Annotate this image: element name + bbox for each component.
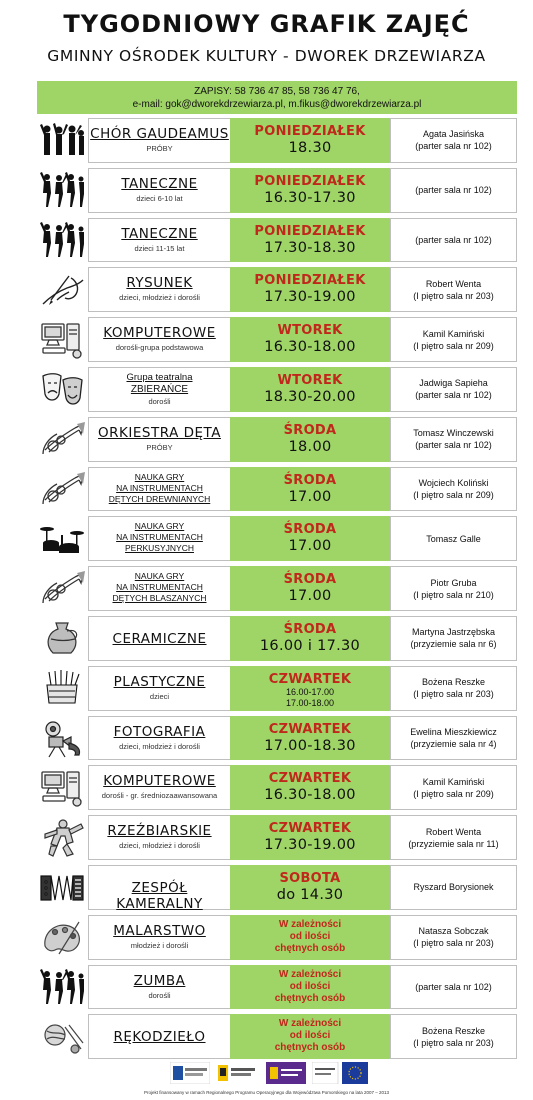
schedule-row	[37, 813, 517, 863]
schedule-note: chętnych osób	[274, 992, 346, 1004]
activity-icon-cell	[37, 616, 88, 661]
activity-name: PLASTYCZNE	[113, 673, 206, 690]
vase-icon	[39, 619, 85, 659]
activity-schedule-cell	[230, 267, 390, 312]
activity-group-type: Grupa teatralna	[126, 371, 193, 383]
activity-name-cell	[88, 865, 230, 910]
activity-name-cell	[88, 1014, 230, 1059]
activity-name-line: NAUKA GRY	[134, 571, 185, 582]
activity-name-line: NAUKA GRY	[134, 521, 185, 532]
instructor-cell	[390, 218, 517, 263]
activity-icon-cell	[37, 417, 88, 462]
schedule-row	[37, 664, 517, 714]
activity-name-line: DĘTYCH DREWNIANYCH	[108, 493, 211, 504]
time-slot: 18.30	[288, 140, 332, 156]
activity-icon-cell	[37, 367, 88, 412]
activity-icon-cell	[37, 1014, 88, 1059]
activity-audience: dzieci, młodzież i dorośli	[119, 741, 200, 751]
page-subtitle: GMINNY OŚRODEK KULTURY - DWOREK DRZEWIARZA	[47, 47, 486, 65]
activity-name-line: NA INSTRUMENTACH	[116, 582, 203, 593]
activity-schedule-cell	[230, 168, 390, 213]
activity-audience: dzieci 6-10 lat	[136, 193, 183, 203]
activity-schedule-cell	[230, 616, 390, 661]
activity-icon-cell	[37, 118, 88, 163]
choir-icon	[39, 121, 85, 161]
schedule-row	[37, 514, 517, 564]
instructor-name: Tomasz Galle	[426, 533, 481, 544]
theatre-masks-icon	[39, 370, 85, 410]
room-location: (I piętro sala nr 203)	[413, 290, 494, 301]
instructor-cell	[390, 616, 517, 661]
activity-icon-cell	[37, 915, 88, 960]
activity-schedule-cell	[230, 317, 390, 362]
weekday: WTOREK	[277, 323, 343, 339]
activity-name-cell	[88, 616, 230, 661]
schedule-row	[37, 265, 517, 315]
activity-name: RĘKODZIEŁO	[113, 1029, 206, 1046]
activity-audience: dorośli-grupa podstawowa	[115, 343, 204, 353]
dancers-icon	[39, 968, 85, 1008]
schedule-note: W zależności	[278, 918, 342, 930]
contact-phones: ZAPISY: 58 736 47 85, 58 736 47 76,	[194, 86, 360, 97]
activity-audience: dorośli - gr. średniozaawansowana	[101, 791, 218, 801]
instructor-name: Agata Jasińska	[422, 129, 485, 140]
activity-schedule-cell	[230, 218, 390, 263]
poster-header	[0, 0, 533, 82]
room-location: (parter sala nr 102)	[415, 981, 492, 992]
time-slot: 16.00 i 17.30	[259, 637, 361, 654]
activity-name: MALARSTWO	[113, 922, 206, 939]
activity-name: TANECZNE	[121, 225, 198, 242]
activity-name-cell	[88, 467, 230, 512]
activity-schedule-cell	[230, 666, 390, 711]
instructor-cell	[390, 417, 517, 462]
weekday: PONIEDZIAŁEK	[254, 223, 366, 239]
room-location: (parter sala nr 102)	[415, 390, 492, 401]
weekday: ŚRODA	[283, 472, 337, 488]
weekday: PONIEDZIAŁEK	[254, 173, 366, 189]
room-location: (przyziemie sala nr 11)	[408, 838, 499, 849]
room-location: (I piętro sala nr 203)	[413, 1037, 494, 1048]
time-slot: 17.00	[288, 588, 332, 605]
drum-kit-icon	[39, 519, 85, 559]
instructor-name: Wojciech Koliński	[418, 477, 489, 488]
time-slot: 17.00-18.00	[285, 697, 335, 708]
instructor-name: Tomasz Winczewski	[413, 428, 494, 439]
footer	[0, 1062, 533, 1100]
instructor-name: Kamil Kamiński	[422, 776, 485, 787]
page-title: TYGODNIOWY GRAFIK ZAJĘĆ	[63, 10, 470, 38]
instructor-name: Ewelina Mieszkiewicz	[410, 726, 497, 737]
activity-schedule-cell	[230, 865, 390, 910]
activity-name: FOTOGRAFIA	[113, 723, 206, 740]
instructor-cell	[390, 566, 517, 611]
brass-instrument-icon	[39, 569, 85, 609]
weekday: CZWARTEK	[268, 821, 352, 837]
instructor-cell	[390, 1014, 517, 1059]
activity-name-cell	[88, 965, 230, 1010]
schedule-row	[37, 913, 517, 963]
activity-name-cell	[88, 915, 230, 960]
contact-banner	[37, 81, 517, 114]
schedule-note: od ilości	[289, 1030, 331, 1042]
schedule-note: od ilości	[289, 980, 331, 992]
room-location: (I piętro sala nr 209)	[413, 788, 494, 799]
time-slot: do 14.30	[276, 886, 344, 903]
activity-name-line: NA INSTRUMENTACH	[116, 482, 203, 493]
computer-icon	[39, 320, 85, 360]
activity-icon-cell	[37, 965, 88, 1010]
instructor-cell	[390, 516, 517, 561]
activity-schedule-cell	[230, 566, 390, 611]
weekday: ŚRODA	[283, 422, 337, 438]
schedule-row	[37, 1012, 517, 1062]
weekday: WTOREK	[277, 372, 343, 388]
activity-icon-cell	[37, 168, 88, 213]
activity-audience: PRÓBY	[146, 144, 173, 153]
instructor-cell	[390, 666, 517, 711]
instructor-cell	[390, 716, 517, 761]
weekday: CZWARTEK	[268, 721, 352, 737]
instructor-cell	[390, 865, 517, 910]
activity-name-line: NAUKA GRY	[134, 471, 185, 482]
instructor-name: Robert Wenta	[425, 278, 482, 289]
weekday: PONIEDZIAŁEK	[254, 273, 366, 289]
room-location: (I piętro sala nr 209)	[413, 489, 494, 500]
activity-name-cell	[88, 666, 230, 711]
activity-name-cell	[88, 267, 230, 312]
activity-schedule-cell	[230, 367, 390, 412]
activity-schedule-cell	[230, 1014, 390, 1059]
activity-schedule-cell	[230, 815, 390, 860]
schedule-row	[37, 166, 517, 216]
instructor-cell	[390, 267, 517, 312]
computer-icon	[39, 768, 85, 808]
activity-schedule-cell	[230, 765, 390, 810]
weekday: SOBOTA	[279, 870, 341, 886]
instructor-name: Bożena Reszke	[421, 1025, 486, 1036]
activity-name: RYSUNEK	[126, 275, 193, 292]
room-location: (parter sala nr 102)	[415, 234, 492, 245]
activity-audience: dorośli	[148, 990, 171, 1000]
dancers-icon	[39, 221, 85, 261]
time-slot: 17.30-18.30	[264, 239, 356, 256]
weekday: CZWARTEK	[268, 671, 352, 687]
brass-instrument-icon	[39, 420, 85, 460]
instructor-cell	[390, 317, 517, 362]
dancers-icon	[39, 171, 85, 211]
instructor-name: Robert Wenta	[425, 826, 482, 837]
instructor-cell	[390, 815, 517, 860]
time-slot: 17.00	[288, 538, 332, 555]
contact-emails: e-mail: gok@dworekdrzewiarza.pl, m.fikus@dworekdrzewiarza.pl	[132, 99, 422, 110]
schedule-row	[37, 315, 517, 365]
time-slot: 16.00-17.00	[285, 686, 335, 697]
activity-icon-cell	[37, 666, 88, 711]
activity-name-line: DĘTYCH BLASZANYCH	[112, 593, 207, 604]
time-slot: 16.30-18.00	[264, 339, 356, 356]
activity-name-cell	[88, 367, 230, 412]
activity-schedule-cell	[230, 516, 390, 561]
schedule-row	[37, 863, 517, 913]
instructor-cell	[390, 915, 517, 960]
activity-name-cell	[88, 765, 230, 810]
film-camera-icon	[39, 719, 85, 759]
program-logo-icon	[170, 1062, 210, 1084]
instructor-cell	[390, 168, 517, 213]
room-location: (I piętro sala nr 203)	[413, 689, 494, 700]
activity-icon-cell	[37, 716, 88, 761]
activity-icon-cell	[37, 467, 88, 512]
room-location: (parter sala nr 102)	[415, 440, 492, 451]
pomorskie-logo-icon	[266, 1062, 306, 1084]
time-slot: 18.30-20.00	[264, 388, 356, 405]
schedule-note: chętnych osób	[274, 942, 346, 954]
instructor-name: Natasza Sobczak	[418, 926, 489, 937]
activity-icon-cell	[37, 815, 88, 860]
room-location: (przyziemie sala nr 6)	[410, 639, 497, 650]
activity-audience: młodzież i dorośli	[130, 940, 189, 950]
activity-schedule-cell	[230, 915, 390, 960]
activity-name-line: NA INSTRUMENTACH	[116, 532, 203, 543]
activity-name-cell	[88, 317, 230, 362]
brushes-icon	[39, 669, 85, 709]
instructor-cell	[390, 367, 517, 412]
room-location: (parter sala nr 102)	[415, 141, 492, 152]
activity-schedule-cell	[230, 467, 390, 512]
activity-name: CERAMICZNE	[112, 630, 207, 647]
weekday: CZWARTEK	[268, 771, 352, 787]
instructor-name: Martyna Jastrzębska	[411, 627, 496, 638]
instructor-name: Bożena Reszke	[421, 677, 486, 688]
time-slot: 17.30-19.00	[264, 289, 356, 306]
activity-name: ORKIESTRA DĘTA	[98, 424, 221, 441]
activity-name-cell	[88, 716, 230, 761]
room-location: (I piętro sala nr 209)	[413, 340, 494, 351]
activity-name-cell	[88, 516, 230, 561]
room-location: (I piętro sala nr 210)	[413, 589, 494, 600]
activity-name-cell	[88, 218, 230, 263]
activity-icon-cell	[37, 267, 88, 312]
instructor-name: Kamil Kamiński	[422, 328, 485, 339]
schedule-row	[37, 963, 517, 1013]
schedule-row	[37, 216, 517, 266]
schedule-note: chętnych osób	[274, 1042, 346, 1054]
activity-audience: PRÓBY	[146, 442, 173, 452]
funding-note: Projekt finansowany w ramach Regionalnego Programu Operacyjnego dla Województwa Pomorskiego na lata 2007 – 2013	[143, 1090, 390, 1095]
instructor-cell	[390, 118, 517, 163]
activity-icon-cell	[37, 516, 88, 561]
instructor-cell	[390, 765, 517, 810]
activity-icon-cell	[37, 566, 88, 611]
activity-name: KOMPUTEROWE	[103, 325, 216, 342]
schedule-row	[37, 465, 517, 515]
activity-audience: dzieci	[149, 691, 170, 701]
activity-icon-cell	[37, 218, 88, 263]
drawing-hand-icon	[39, 270, 85, 310]
time-slot: 17.30-19.00	[264, 837, 356, 854]
activity-name-line: PERKUSYJNYCH	[125, 543, 194, 554]
time-slot: 18.00	[288, 438, 332, 455]
activity-schedule-cell	[230, 716, 390, 761]
activity-audience: dzieci, młodzież i dorośli	[119, 293, 200, 303]
instructor-name: Ryszard Borysionek	[413, 882, 494, 893]
schedule-note: od ilości	[289, 930, 331, 942]
schedule-table	[37, 116, 517, 1062]
activity-schedule-cell	[230, 417, 390, 462]
weekday: ŚRODA	[283, 572, 337, 588]
time-slot: 17.00	[288, 488, 332, 505]
activity-audience: dzieci, młodzież i dorośli	[119, 841, 200, 851]
activity-name: RZEŹBIARSKIE	[107, 823, 212, 840]
room-location: (przyziemie sala nr 4)	[410, 738, 497, 749]
instructor-cell	[390, 467, 517, 512]
activity-name: ZESPÓŁ KAMERALNY	[116, 879, 203, 912]
activity-name: CHÓR GAUDEAMUS	[90, 126, 229, 142]
activity-icon-cell	[37, 865, 88, 910]
brass-instrument-icon	[39, 470, 85, 510]
activity-name: ZUMBA	[133, 972, 186, 989]
instructor-name: Piotr Gruba	[430, 577, 477, 588]
time-slot: 16.30-17.30	[264, 189, 356, 206]
weekday: ŚRODA	[283, 522, 337, 538]
activity-schedule-cell	[230, 118, 390, 163]
time-slot: 17.00-18.30	[264, 737, 356, 754]
activity-name-cell	[88, 118, 230, 163]
eu-flag-icon	[312, 1062, 368, 1084]
instructor-name: Jadwiga Sapieha	[419, 378, 488, 389]
schedule-row	[37, 415, 517, 465]
schedule-row	[37, 564, 517, 614]
activity-schedule-cell	[230, 965, 390, 1010]
activity-name-cell	[88, 566, 230, 611]
activity-audience: dorośli	[148, 396, 171, 406]
activity-audience: dzieci 11-15 lat	[134, 243, 185, 253]
schedule-row	[37, 614, 517, 664]
schedule-note: W zależności	[278, 968, 342, 980]
region-logo-icon	[216, 1062, 258, 1084]
sponsor-logos	[170, 1062, 370, 1086]
room-location: (parter sala nr 102)	[415, 185, 492, 196]
activity-name-cell	[88, 168, 230, 213]
time-slot: 16.30-18.00	[264, 787, 356, 804]
room-location: (I piętro sala nr 203)	[413, 938, 494, 949]
activity-name: ZBIERAŃCE	[130, 383, 189, 395]
weekday: PONIEDZIAŁEK	[254, 124, 366, 139]
activity-name-cell	[88, 815, 230, 860]
weekday: ŚRODA	[283, 621, 337, 637]
crafts-icon	[39, 1017, 85, 1057]
activity-name: KOMPUTEROWE	[103, 773, 216, 790]
accordion-icon	[39, 868, 85, 908]
activity-name: TANECZNE	[121, 175, 198, 192]
activity-icon-cell	[37, 765, 88, 810]
schedule-row	[37, 763, 517, 813]
activity-name-cell	[88, 417, 230, 462]
schedule-row	[37, 714, 517, 764]
schedule-note: W zależności	[278, 1018, 342, 1030]
painting-icon	[39, 918, 85, 958]
schedule-row	[37, 365, 517, 415]
schedule-row	[37, 116, 517, 166]
activity-icon-cell	[37, 317, 88, 362]
sculpture-icon	[39, 818, 85, 858]
instructor-cell	[390, 965, 517, 1010]
